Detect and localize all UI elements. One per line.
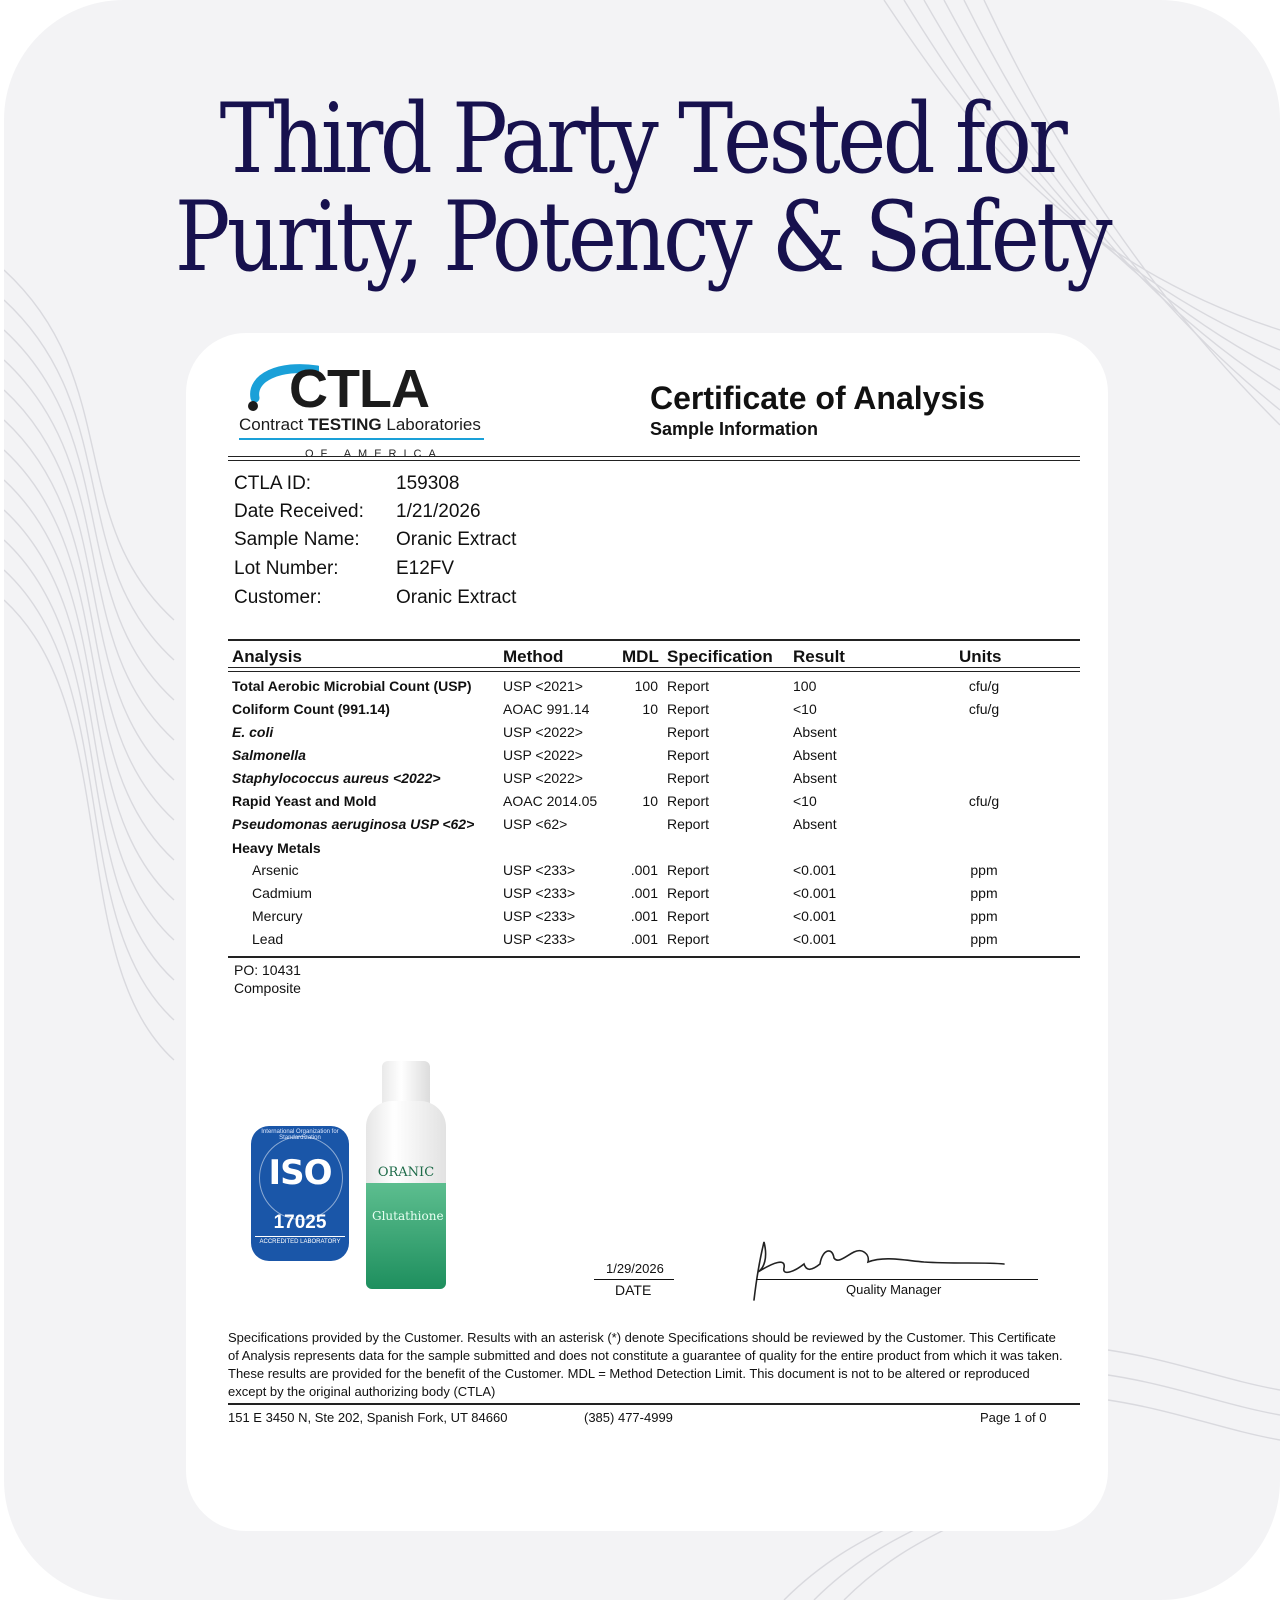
divider bbox=[228, 456, 1080, 461]
cell-analysis: Salmonella bbox=[232, 747, 306, 763]
cell-result: <10 bbox=[793, 793, 817, 809]
cell-spec: Report bbox=[667, 908, 710, 924]
cell-spec: Report bbox=[667, 931, 710, 947]
cell-mdl: .001 bbox=[630, 885, 658, 901]
info-value: 159308 bbox=[396, 473, 460, 494]
cell-units: cfu/g bbox=[968, 678, 1000, 694]
info-label: Sample Name: bbox=[234, 529, 360, 550]
footer-page: Page 1 of 0 bbox=[980, 1410, 1047, 1425]
iso-ring-text: International Organization for Standardization bbox=[261, 1129, 339, 1141]
table-row bbox=[186, 931, 1108, 954]
cell-method: USP <233> bbox=[503, 862, 576, 878]
cell-units: ppm bbox=[970, 862, 998, 878]
cell-method: USP <62> bbox=[503, 816, 568, 832]
cell-spec: Report bbox=[667, 793, 710, 809]
cell-analysis: Total Aerobic Microbial Count (USP) bbox=[232, 678, 472, 694]
info-label: Customer: bbox=[234, 587, 322, 608]
cell-method: USP <233> bbox=[503, 931, 576, 947]
cell-spec: Report bbox=[667, 747, 710, 763]
cell-result: Absent bbox=[793, 770, 837, 786]
cell-mdl: .001 bbox=[630, 862, 658, 878]
info-label: Lot Number: bbox=[234, 558, 339, 579]
certificate-card bbox=[186, 333, 1108, 1531]
cell-method: USP <2021> bbox=[503, 678, 583, 694]
cell-result: <0.001 bbox=[793, 885, 837, 901]
logo-sub-prefix: Contract bbox=[239, 415, 308, 434]
background-frame bbox=[4, 0, 1280, 1600]
footer-phone: (385) 477-4999 bbox=[584, 1410, 673, 1425]
signature-line bbox=[756, 1279, 1038, 1280]
header-divider bbox=[228, 667, 1080, 672]
header-specification: Specification bbox=[667, 647, 773, 666]
cell-mdl: 10 bbox=[642, 701, 658, 717]
cell-result: <0.001 bbox=[793, 908, 837, 924]
iso-accredited: ACCREDITED LABORATORY bbox=[255, 1236, 345, 1245]
logo-subtitle bbox=[239, 415, 484, 440]
table-row bbox=[186, 885, 1108, 908]
bottle-body bbox=[366, 1101, 446, 1289]
info-value: E12FV bbox=[396, 558, 455, 579]
cell-result: Absent bbox=[793, 724, 837, 740]
table-row bbox=[186, 678, 1108, 701]
logo-of-america: OF AMERICA bbox=[305, 448, 443, 460]
product-bottle bbox=[366, 1061, 446, 1291]
header-units: Units bbox=[959, 647, 1002, 666]
bottle-product: Glutathione bbox=[372, 1209, 444, 1223]
bottle-cap bbox=[382, 1061, 430, 1105]
bottle-brand: ORANIC bbox=[377, 1165, 435, 1180]
logo-sub-bold: TESTING bbox=[307, 415, 382, 434]
cell-spec: Report bbox=[667, 701, 710, 717]
header-method: Method bbox=[503, 647, 564, 666]
cell-method: USP <2022> bbox=[503, 770, 583, 786]
info-label: Date Received: bbox=[234, 501, 364, 522]
cell-units: cfu/g bbox=[968, 701, 1000, 717]
iso-mark: ISO bbox=[268, 1153, 332, 1193]
cell-mdl: .001 bbox=[630, 908, 658, 924]
cell-method: AOAC 991.14 bbox=[503, 701, 590, 717]
table-row bbox=[186, 862, 1108, 885]
cell-analysis: Mercury bbox=[252, 908, 303, 924]
cell-analysis: Cadmium bbox=[252, 885, 312, 901]
footer-address: 151 E 3450 N, Ste 202, Spanish Fork, UT 84660 bbox=[228, 1410, 508, 1425]
cell-spec: Report bbox=[667, 770, 710, 786]
cell-method: USP <2022> bbox=[503, 724, 583, 740]
cell-analysis: Staphylococcus aureus <2022> bbox=[232, 770, 441, 786]
cell-method: AOAC 2014.05 bbox=[503, 793, 598, 809]
date-label: DATE bbox=[615, 1282, 652, 1298]
cell-result: Absent bbox=[793, 816, 837, 832]
cell-analysis: Arsenic bbox=[252, 862, 299, 878]
signoff-date: 1/29/2026 bbox=[606, 1261, 664, 1276]
cell-units: ppm bbox=[970, 908, 998, 924]
table-row bbox=[186, 908, 1108, 931]
cell-mdl: 100 bbox=[634, 678, 658, 694]
cell-result: <0.001 bbox=[793, 931, 837, 947]
header-result: Result bbox=[793, 647, 845, 666]
headline-line-1: Third Party Tested for bbox=[219, 83, 1065, 195]
cell-spec: Report bbox=[667, 816, 710, 832]
cell-units: cfu/g bbox=[968, 793, 1000, 809]
cell-method: USP <2022> bbox=[503, 747, 583, 763]
iso-badge bbox=[251, 1126, 349, 1261]
cell-analysis: Lead bbox=[252, 931, 284, 947]
cell-spec: Report bbox=[667, 885, 710, 901]
cell-mdl: .001 bbox=[630, 931, 658, 947]
cell-method: USP <233> bbox=[503, 885, 576, 901]
bottle-label-band bbox=[366, 1183, 446, 1289]
cell-spec: Report bbox=[667, 862, 710, 878]
cell-analysis: E. coli bbox=[232, 724, 274, 740]
po-number: PO: 10431 bbox=[234, 962, 301, 978]
headline-line-2: Purity, Potency & Safety bbox=[174, 181, 1110, 293]
cell-analysis: Rapid Yeast and Mold bbox=[232, 793, 377, 809]
table-row bbox=[186, 793, 1108, 816]
certificate-title: Certificate of Analysis bbox=[650, 380, 985, 416]
headline bbox=[93, 83, 1190, 293]
table-row bbox=[186, 840, 1108, 863]
iso-number: 17025 bbox=[273, 1212, 327, 1233]
cell-analysis: Coliform Count (991.14) bbox=[232, 701, 390, 717]
logo-sub-suffix: Laboratories bbox=[381, 415, 481, 434]
header-analysis: Analysis bbox=[232, 647, 302, 666]
cell-result: <0.001 bbox=[793, 862, 837, 878]
certificate-subtitle: Sample Information bbox=[650, 419, 819, 439]
table-row bbox=[186, 770, 1108, 793]
info-label: CTLA ID: bbox=[234, 473, 312, 494]
cell-result: <10 bbox=[793, 701, 817, 717]
cell-units: ppm bbox=[970, 885, 998, 901]
footer-rule bbox=[228, 1403, 1080, 1405]
signer-label: Quality Manager bbox=[846, 1282, 942, 1297]
info-value: Oranic Extract bbox=[396, 587, 517, 608]
cell-analysis: Heavy Metals bbox=[232, 840, 321, 856]
date-line bbox=[594, 1279, 674, 1280]
cell-analysis: Pseudomonas aeruginosa USP <62> bbox=[232, 816, 475, 832]
ctla-logo bbox=[239, 358, 499, 458]
table-row bbox=[186, 816, 1108, 839]
cell-mdl: 10 bbox=[642, 793, 658, 809]
cell-result: Absent bbox=[793, 747, 837, 763]
table-row bbox=[186, 701, 1108, 724]
logo-name: CTLA bbox=[289, 359, 429, 419]
info-value: 1/21/2026 bbox=[396, 501, 481, 522]
table-bottom-rule bbox=[228, 956, 1080, 958]
cell-result: 100 bbox=[793, 678, 817, 694]
composite-note: Composite bbox=[234, 980, 301, 996]
table-top-rule bbox=[228, 639, 1080, 641]
cell-spec: Report bbox=[667, 678, 710, 694]
info-value: Oranic Extract bbox=[396, 529, 517, 550]
cell-method: USP <233> bbox=[503, 908, 576, 924]
header-mdl: MDL bbox=[622, 647, 659, 666]
table-row bbox=[186, 724, 1108, 747]
table-row bbox=[186, 747, 1108, 770]
cell-spec: Report bbox=[667, 724, 710, 740]
cell-units: ppm bbox=[970, 931, 998, 947]
disclaimer: Specifications provided by the Customer. Results with an asterisk (*) denote Specifications should be reviewed by the Customer. This Certificate of Analysis represents data for the sample submitted and does not constitute a guarantee of quality for the entire product from which it was taken. These results are provided for the benefit of the Customer. MDL = Method Detection Limit. This document is not to be altered or reproduced except by the original authorizing body (CTLA) bbox=[228, 1330, 1063, 1399]
